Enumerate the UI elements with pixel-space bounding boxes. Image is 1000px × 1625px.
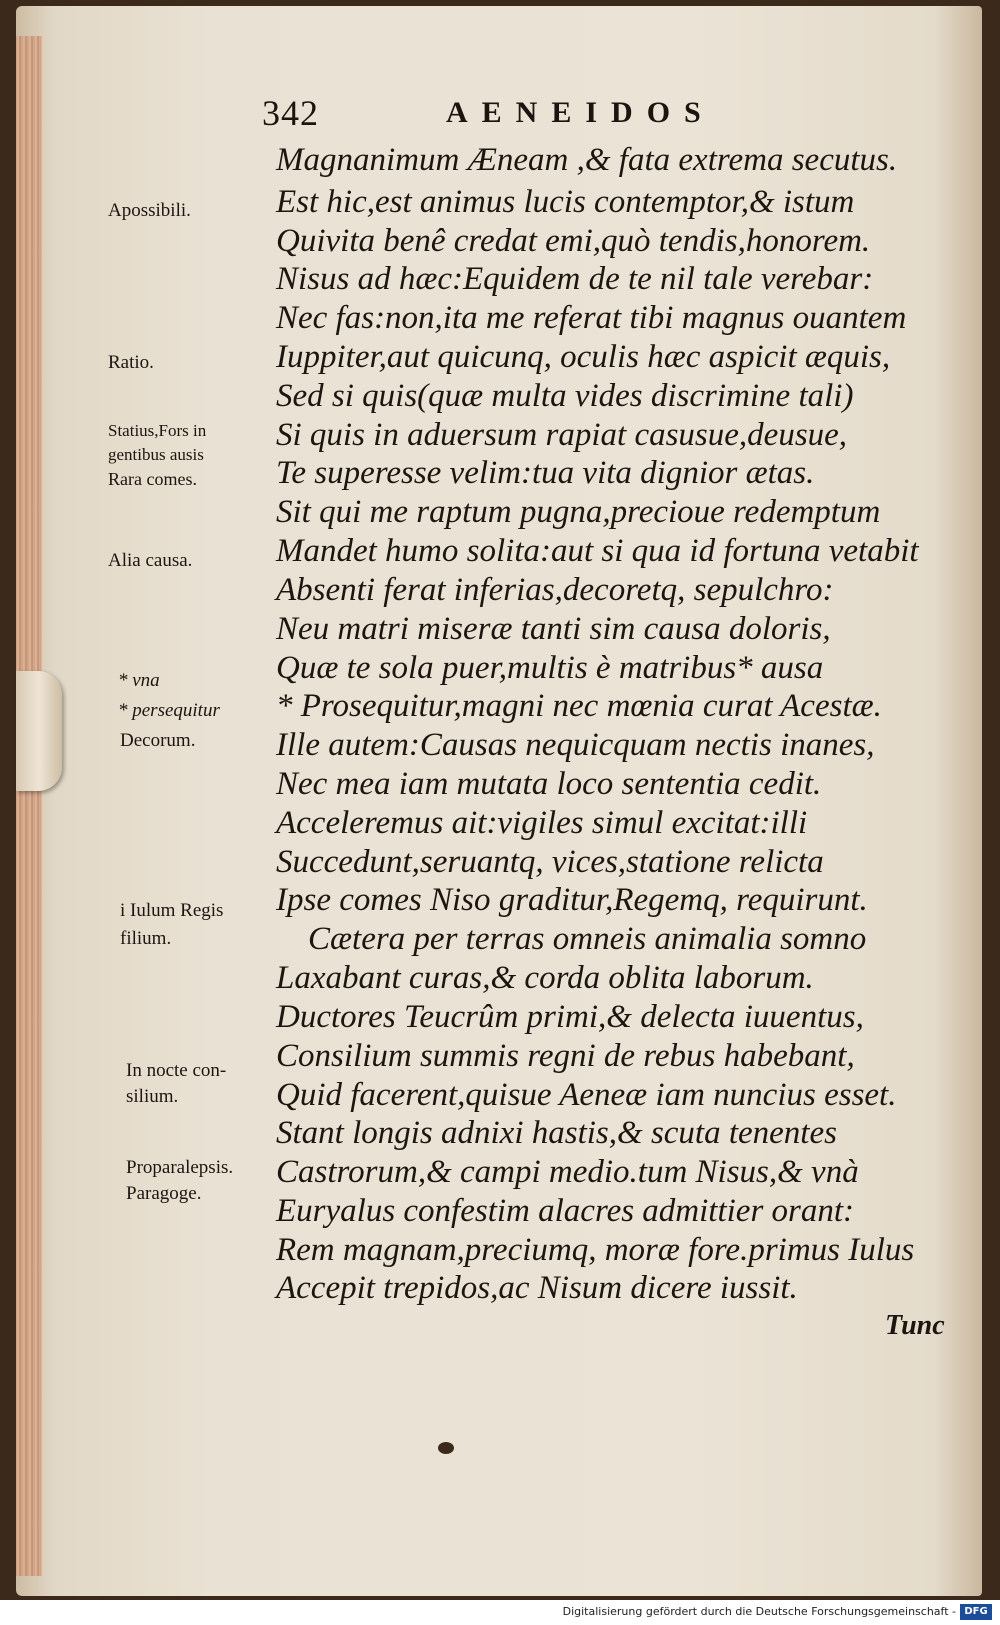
margin-note: Decorum. xyxy=(120,730,196,751)
verse-line: Laxabant curas,& corda oblita laborum. xyxy=(276,960,814,996)
verse-line: Accepit trepidos,ac Nisum dicere iussit. xyxy=(276,1270,798,1306)
page-header xyxy=(262,92,822,142)
verse-line: Rem magnam,preciumq, moræ fore.primus Iulus xyxy=(276,1232,915,1268)
running-title: AENEIDOS xyxy=(446,96,715,129)
margin-note: In nocte con- xyxy=(126,1060,227,1081)
dfg-logo: DFG xyxy=(960,1604,992,1620)
verse-line: Quid facerent,quisue Aeneæ iam nuncius esset. xyxy=(276,1077,897,1113)
ink-spot xyxy=(438,1442,454,1454)
margin-note: Ratio. xyxy=(108,352,154,373)
page-number: 342 xyxy=(262,93,319,133)
verse-line: Neu matri miseræ tanti sim causa doloris, xyxy=(276,611,831,647)
verse-line: Ille autem:Causas nequicquam nectis inanes, xyxy=(276,727,875,763)
margin-note: Alia causa. xyxy=(108,550,193,571)
margin-note: gentibus ausis xyxy=(108,445,204,464)
margin-note: Rara comes. xyxy=(108,469,197,489)
margin-note: Proparalepsis. xyxy=(126,1157,234,1178)
verse-line: Euryalus confestim alacres admittier orant: xyxy=(276,1193,855,1229)
verse-line: Succedunt,seruantq, vices,statione relicta xyxy=(276,844,824,880)
verse-line: Sed si quis(quæ multa vides discrimine tali) xyxy=(276,378,854,414)
verse-line: Quivita benê credat emi,quò tendis,honorem. xyxy=(276,223,871,259)
verse-line: Cætera per terras omneis animalia somno xyxy=(308,921,867,957)
margin-note: * vna xyxy=(118,670,160,691)
verse-line: Consilium summis regni de rebus habebant, xyxy=(276,1038,855,1074)
verse-line: Nisus ad hæc:Equidem de te nil tale verebar: xyxy=(276,261,874,297)
verse-line: Acceleremus ait:vigiles simul excitat:illi xyxy=(276,805,808,841)
verse-line: Ipse comes Niso graditur,Regemq, requirunt. xyxy=(276,882,868,918)
verse-line: Quæ te sola puer,multis è matribus* ausa xyxy=(276,650,824,686)
verse-line: * Prosequitur,magni nec mœnia curat Acestæ. xyxy=(276,688,882,724)
catchword: Tunc xyxy=(885,1310,945,1341)
margin-note: i Iulum Regis xyxy=(120,900,224,921)
verse-line: Iuppiter,aut quicunq, oculis hæc aspicit æquis, xyxy=(276,339,891,375)
footer-bar xyxy=(0,1600,1000,1625)
verse-line: Mandet humo solita:aut si qua id fortuna vetabit xyxy=(276,533,919,569)
footer-credit: Digitalisierung gefördert durch die Deutsche Forschungsgemeinschaft - xyxy=(562,1605,956,1618)
verse-line: Castrorum,& campi medio.tum Nisus,& vnà xyxy=(276,1154,859,1190)
verse-line: Ductores Teucrûm primi,& delecta iuuentus, xyxy=(276,999,864,1035)
verse-line: Magnanimum Æneam ,& fata extrema secutus. xyxy=(276,142,898,178)
page-edges xyxy=(16,36,42,1576)
margin-note: silium. xyxy=(126,1086,179,1107)
verse-line: Est hic,est animus lucis contemptor,& istum xyxy=(276,184,855,220)
margin-note: Apossibili. xyxy=(108,200,191,221)
verse-line: Absenti ferat inferias,decoretq, sepulchro: xyxy=(276,572,834,608)
verse-line: Te superesse velim:tua vita dignior ætas. xyxy=(276,455,815,491)
margin-note: * persequitur xyxy=(118,700,220,721)
margin-note: Paragoge. xyxy=(126,1183,202,1204)
margin-note: filium. xyxy=(120,928,172,949)
margin-note: Statius,Fors in xyxy=(108,421,207,440)
verse-line: Stant longis adnixi hastis,& scuta tenentes xyxy=(276,1115,837,1151)
verse-line: Nec mea iam mutata loco sententia cedit. xyxy=(276,766,822,802)
ribbon-bookmark xyxy=(16,671,62,791)
verse-line: Sit qui me raptum pugna,precioue redemptum xyxy=(276,494,881,530)
verse-line: Nec fas:non,ita me referat tibi magnus ouantem xyxy=(276,300,907,336)
verse-line: Si quis in aduersum rapiat casusue,deusue, xyxy=(276,417,848,453)
